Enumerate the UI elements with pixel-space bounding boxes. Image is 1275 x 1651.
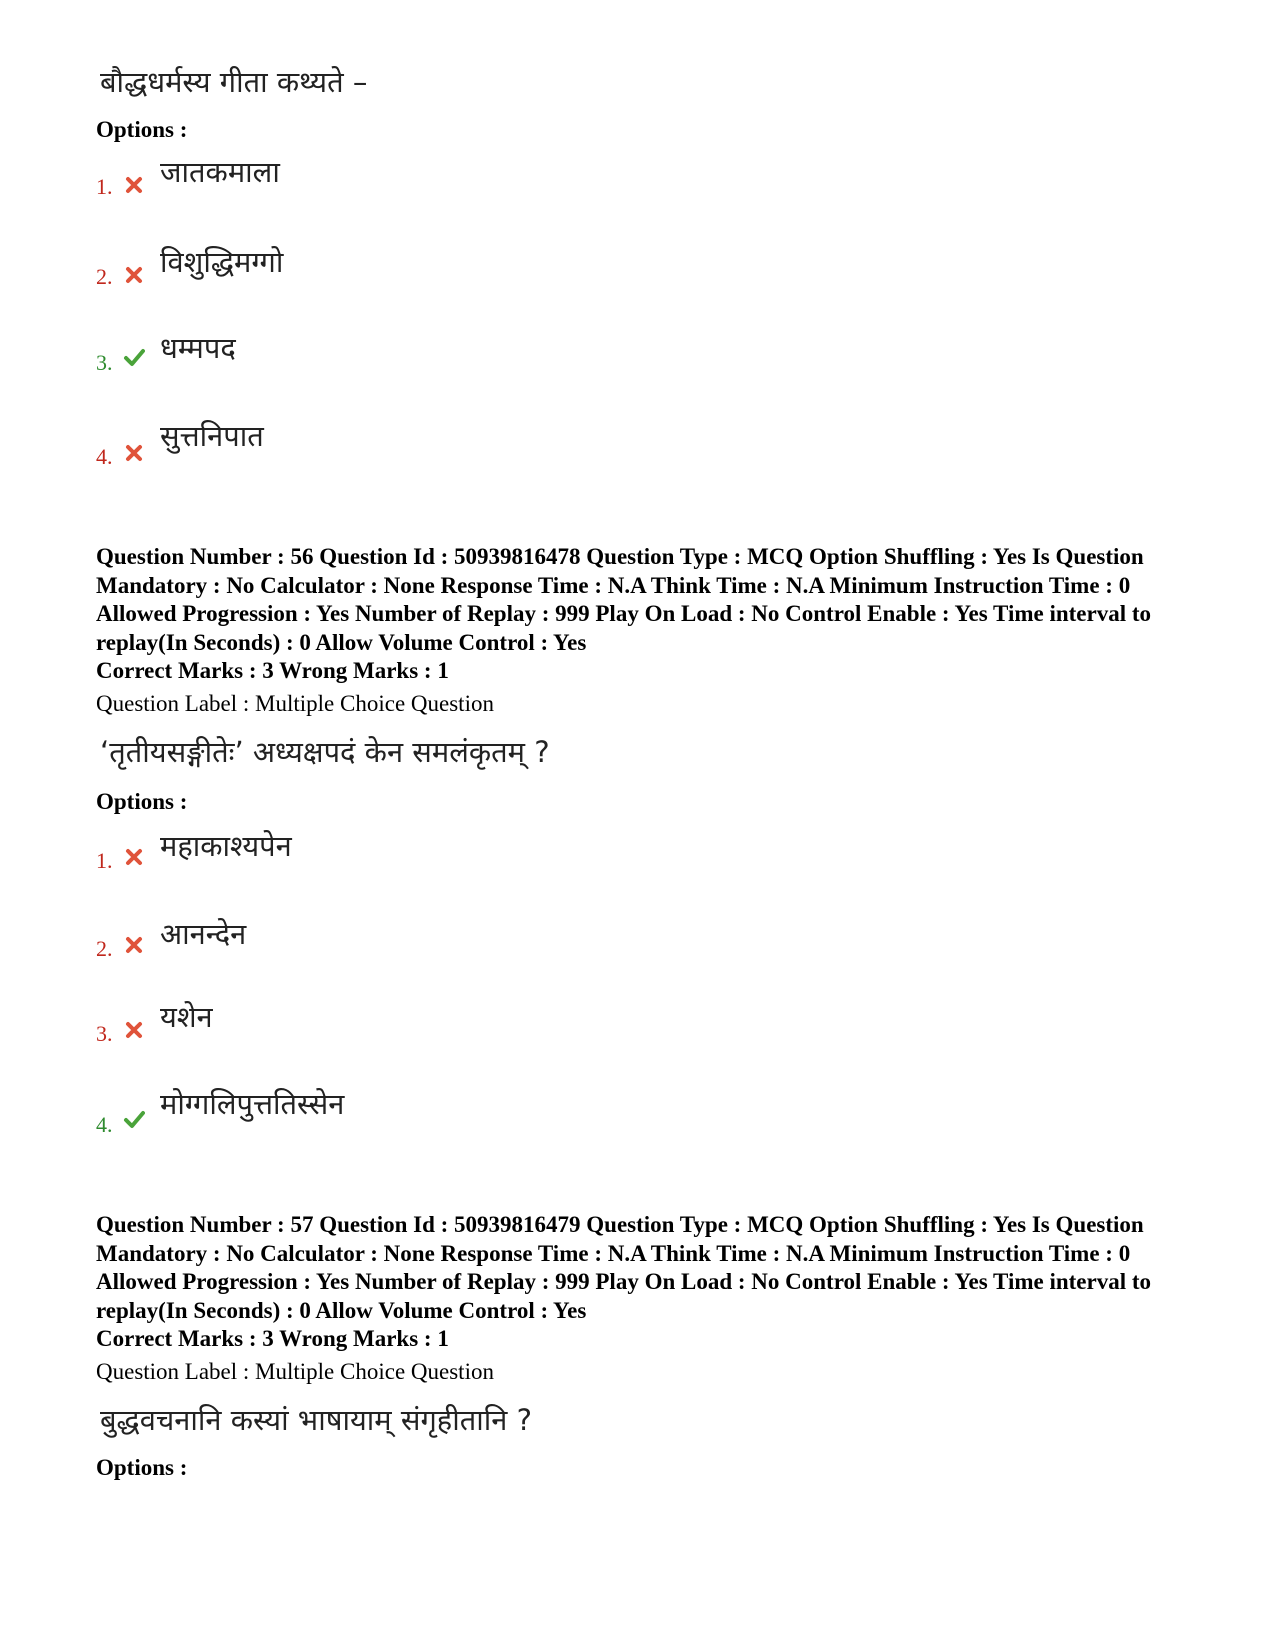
question-marks: Correct Marks : 3 Wrong Marks : 1 bbox=[96, 658, 449, 683]
option-text: विशुद्धिमग्गो bbox=[160, 245, 284, 279]
wrong-mark-icon bbox=[123, 442, 145, 464]
wrong-mark-icon bbox=[123, 846, 145, 868]
option-number: 1. bbox=[96, 848, 113, 873]
option-number: 4. bbox=[96, 1112, 113, 1137]
option-number: 3. bbox=[96, 350, 113, 375]
option-number: 3. bbox=[96, 1021, 113, 1046]
question-meta: Question Number : 57 Question Id : 50939816479 Question Type : MCQ Option Shuffling : Yes Is Question Mandatory : No Calculator : None Response Time : N.A Think Time : N.A Minimum Instruction Time : 0 Allowed Progression : Yes Number of Replay : 999 Play On Load : No Control Enable : Yes Time interval to replay(In Seconds) : 0 Allow Volume Control : Yes bbox=[96, 1212, 1152, 1323]
correct-check-icon bbox=[123, 346, 145, 368]
wrong-mark-icon bbox=[123, 174, 145, 196]
options-label: Options : bbox=[96, 117, 188, 142]
question-meta: Question Number : 56 Question Id : 50939816478 Question Type : MCQ Option Shuffling : Yes Is Question Mandatory : No Calculator : None Response Time : N.A Think Time : N.A Minimum Instruction Time : 0 Allowed Progression : Yes Number of Replay : 999 Play On Load : No Control Enable : Yes Time interval to replay(In Seconds) : 0 Allow Volume Control : Yes bbox=[96, 544, 1152, 655]
option-text: जातकमाला bbox=[160, 155, 280, 189]
question-text: ‘तृतीयसङ्गीतेः’ अध्यक्षपदं केन समलंकृतम् ? bbox=[100, 735, 550, 769]
option-text: महाकाश्यपेन bbox=[160, 829, 292, 863]
option-number: 2. bbox=[96, 936, 113, 961]
question-text: बौद्धधर्मस्य गीता कथ्यते – bbox=[100, 65, 368, 99]
question-label: Question Label : Multiple Choice Question bbox=[96, 691, 494, 716]
wrong-mark-icon bbox=[123, 934, 145, 956]
option-number: 2. bbox=[96, 264, 113, 289]
options-label: Options : bbox=[96, 789, 188, 814]
option-text: आनन्देन bbox=[160, 917, 247, 951]
option-text: मोग्गलिपुत्ततिस्सेन bbox=[160, 1087, 345, 1121]
correct-check-icon bbox=[123, 1108, 145, 1130]
wrong-mark-icon bbox=[123, 264, 145, 286]
question-label: Question Label : Multiple Choice Question bbox=[96, 1359, 494, 1384]
question-marks: Correct Marks : 3 Wrong Marks : 1 bbox=[96, 1326, 449, 1351]
option-text: धम्मपद bbox=[160, 331, 236, 365]
option-number: 4. bbox=[96, 444, 113, 469]
option-text: यशेन bbox=[160, 1000, 213, 1034]
options-label: Options : bbox=[96, 1455, 188, 1480]
option-number: 1. bbox=[96, 174, 113, 199]
question-text: बुद्धवचनानि कस्यां भाषायाम् संगृहीतानि ? bbox=[100, 1403, 532, 1437]
wrong-mark-icon bbox=[123, 1019, 145, 1041]
option-text: सुत्तनिपात bbox=[160, 419, 264, 453]
